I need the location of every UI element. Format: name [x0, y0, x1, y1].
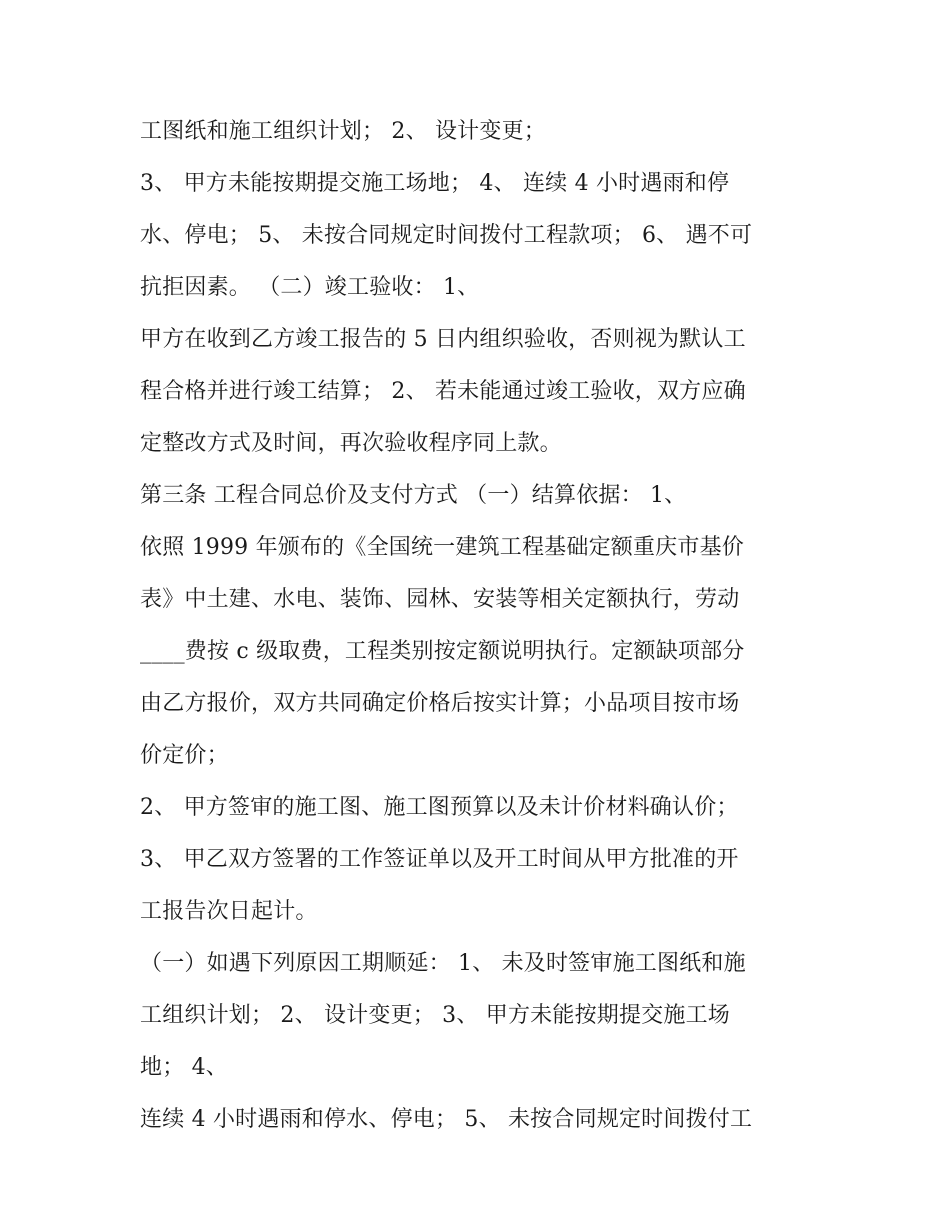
text-line: 定整改方式及时间，再次验收程序同上款。 — [140, 431, 562, 456]
text-line: 工图纸和施工组织计划； 2、 设计变更； — [140, 119, 546, 144]
text-line: （一）如遇下列原因工期顺延： 1、 未及时签审施工图纸和施 — [140, 951, 746, 976]
section-heading-line: 第三条 工程合同总价及支付方式 （一）结算依据： 1、 — [140, 483, 687, 508]
text-line: 3、 甲方未能按期提交施工场地； 4、 连续 4 小时遇雨和停 — [140, 171, 730, 196]
text-line: 连续 4 小时遇雨和停水、停电； 5、 未按合同规定时间拨付工 — [140, 1107, 753, 1132]
text-line: 甲方在收到乙方竣工报告的 5 日内组织验收，否则视为默认工 — [140, 327, 746, 352]
text-line: ____费按 c 级取费，工程类别按定额说明执行。定额缺项部分 — [140, 639, 745, 664]
text-line: 程合格并进行竣工结算； 2、 若未能通过竣工验收，双方应确 — [140, 379, 746, 404]
text-line: 表》中土建、水电、装饰、园林、安装等相关定额执行，劳动 — [140, 587, 740, 612]
document-body — [140, 106, 830, 1146]
text-line: 工组织计划； 2、 设计变更； 3、 甲方未能按期提交施工场 — [140, 1003, 730, 1028]
text-line: 价定价； — [140, 743, 229, 768]
text-line: 抗拒因素。 （二）竣工验收： 1、 — [140, 275, 480, 300]
text-line: 3、 甲乙双方签署的工作签证单以及开工时间从甲方批准的开 — [140, 847, 739, 872]
text-line: 2、 甲方签审的施工图、施工图预算以及未计价材料确认价； — [140, 795, 739, 820]
text-line: 由乙方报价，双方共同确定价格后按实计算；小品项目按市场 — [140, 691, 740, 716]
text-line: 水、停电； 5、 未按合同规定时间拨付工程款项； 6、 遇不可 — [140, 223, 753, 248]
text-line: 依照 1999 年颁布的《全国统一建筑工程基础定额重庆市基价 — [140, 535, 744, 560]
text-line: 工报告次日起计。 — [140, 899, 318, 924]
text-line: 地； 4、 — [140, 1055, 228, 1080]
